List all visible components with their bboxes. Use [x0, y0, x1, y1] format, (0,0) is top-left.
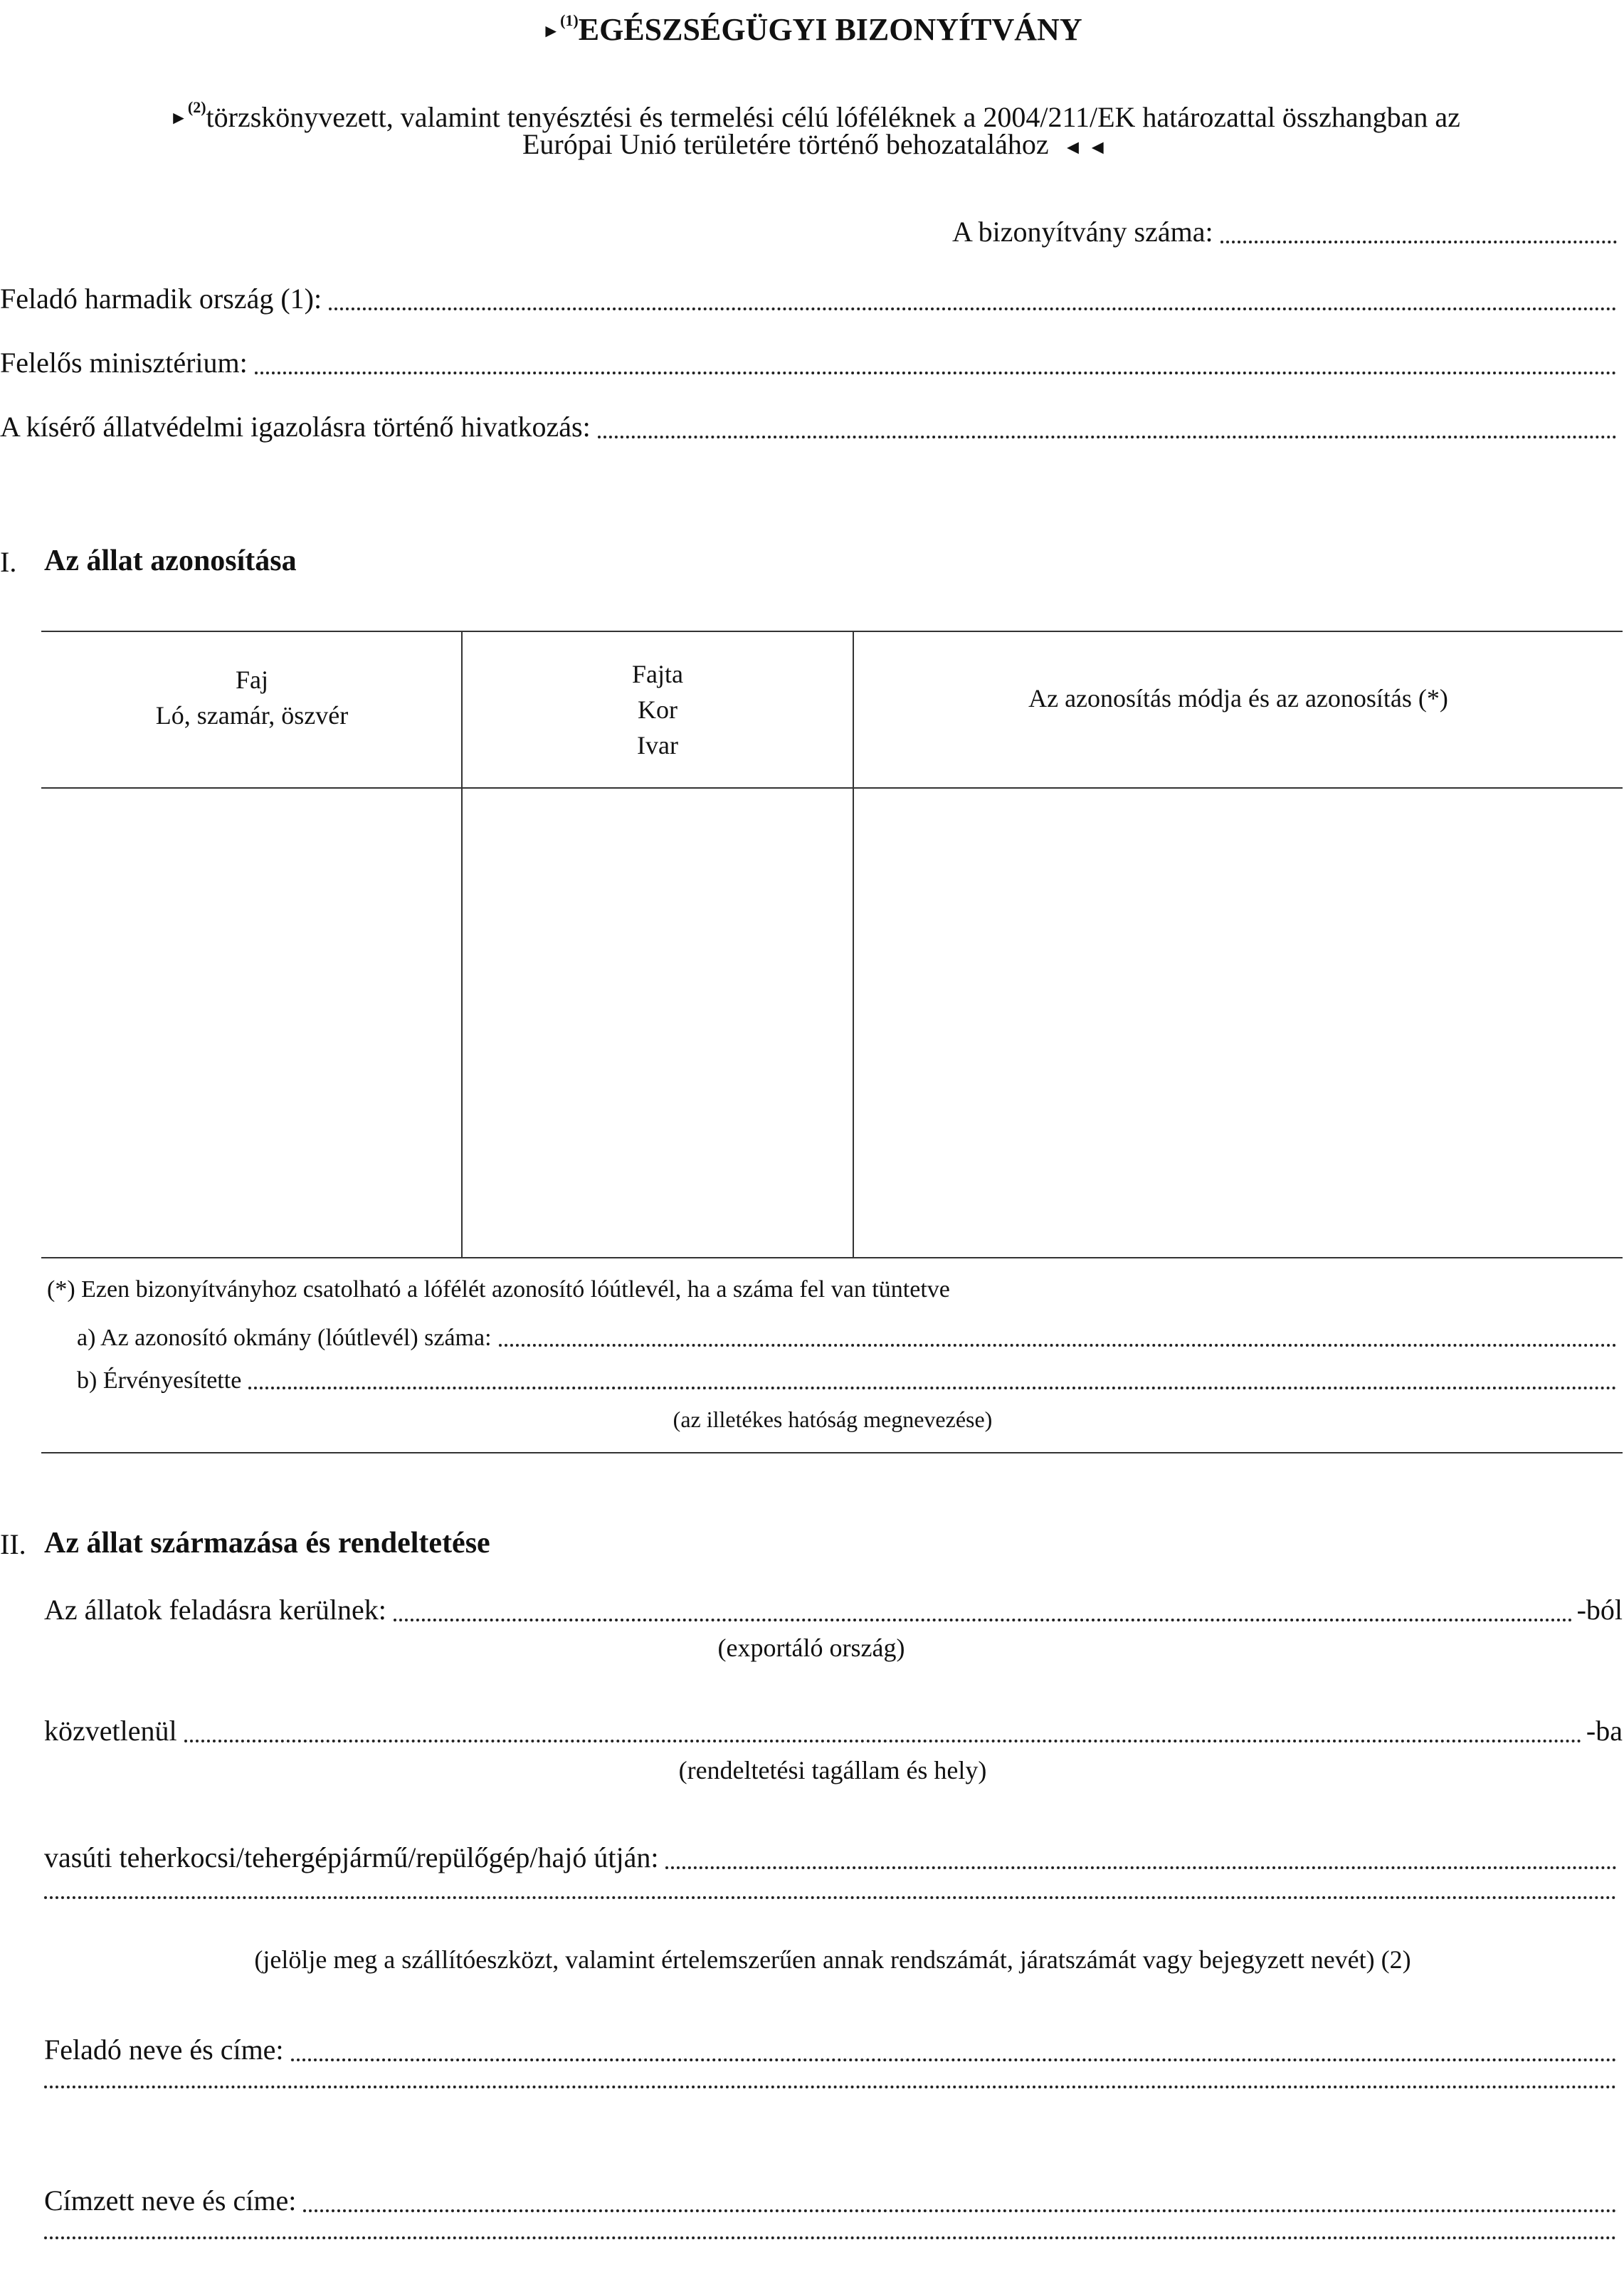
- consignee-blank[interactable]: [303, 2209, 1617, 2212]
- cert-number-blank[interactable]: [1220, 241, 1617, 243]
- consignee-label: Címzett neve és címe:: [44, 2184, 297, 2217]
- consignor-label: Feladó neve és címe:: [44, 2034, 284, 2066]
- header-age-label: Kor: [638, 695, 677, 724]
- welfare-ref-blank[interactable]: [598, 436, 1617, 438]
- start-marker-icon: ►: [169, 107, 188, 128]
- ministry-field[interactable]: [0, 345, 1621, 382]
- subtitle-text: törzskönyvezett, valamint tenyésztési és termelési célú lóféléknek a 2004/211/EK határozattal összhangban az: [206, 101, 1460, 133]
- table-header-breed: [463, 656, 853, 763]
- third-country-blank[interactable]: [329, 307, 1617, 310]
- cert-number-label: A bizonyítvány száma:: [952, 216, 1213, 248]
- validated-by-label: b) Érvényesítette: [77, 1367, 242, 1394]
- third-country-label: Feladó harmadik ország (1):: [0, 283, 322, 315]
- passport-number-label: a) Az azonosító okmány (lóútlevél) száma:: [77, 1325, 492, 1351]
- section-1-bottom-rule: [41, 1452, 1623, 1453]
- transport-field[interactable]: [44, 1839, 1621, 1876]
- direct-blank[interactable]: [184, 1740, 1582, 1742]
- validated-by-field[interactable]: [77, 1365, 1621, 1397]
- third-country-field[interactable]: [0, 280, 1621, 317]
- dispatch-label: Az állatok feladásra kerülnek:: [44, 1594, 386, 1626]
- table-cell-species[interactable]: [43, 789, 460, 1256]
- consignor-field-line-2[interactable]: [44, 2086, 1621, 2096]
- consignor-blank-2[interactable]: [44, 2086, 1617, 2088]
- dispatch-caption: (exportáló ország): [717, 1634, 905, 1662]
- dispatch-field[interactable]: [44, 1592, 1623, 1629]
- consignee-field[interactable]: [44, 2182, 1621, 2219]
- validated-by-blank[interactable]: [248, 1387, 1617, 1389]
- transport-label: vasúti teherkocsi/tehergépjármű/repülőgép/hajó útján:: [44, 1841, 659, 1873]
- table-header-identification: [854, 680, 1623, 716]
- header-breed-label: Fajta: [632, 660, 683, 688]
- header-species-values: Ló, szamár, öszvér: [155, 701, 349, 730]
- subtitle-text: Európai Unió területére történő behozatalához: [522, 128, 1049, 160]
- subtitle-line-2: [43, 127, 1587, 166]
- validated-by-caption: (az illetékes hatóság megnevezése): [673, 1406, 993, 1432]
- transport-field-line-2[interactable]: [44, 1896, 1621, 1906]
- table-bottom-rule: [41, 1257, 1623, 1258]
- cert-number-field[interactable]: [952, 214, 1621, 251]
- consignor-blank[interactable]: [291, 2058, 1617, 2061]
- welfare-ref-field[interactable]: [0, 409, 1621, 446]
- document-title: [0, 11, 1624, 48]
- direct-suffix: -ba: [1586, 1715, 1623, 1747]
- start-marker-icon: ►: [542, 21, 561, 41]
- section-2-title: Az állat származása és rendeltetése: [44, 1527, 490, 1560]
- table-cell-breed[interactable]: [463, 789, 851, 1256]
- header-sex-label: Ivar: [637, 731, 678, 759]
- table-top-rule: [41, 631, 1623, 632]
- table-header-species: [43, 662, 461, 733]
- transport-blank[interactable]: [665, 1866, 1617, 1869]
- ministry-label: Felelős minisztérium:: [0, 347, 248, 379]
- footnote-marker: (1): [560, 11, 579, 29]
- direct-label: közvetlenül: [44, 1715, 177, 1747]
- dispatch-blank[interactable]: [394, 1619, 1573, 1621]
- header-species-label: Faj: [235, 666, 268, 694]
- identification-note: (*) Ezen bizonyítványhoz csatolható a lófélét azonosító lóútlevél, ha a száma fel van tüntetve: [47, 1276, 950, 1303]
- transport-blank-2[interactable]: [44, 1896, 1617, 1899]
- footnote-marker: (2): [187, 98, 206, 116]
- consignor-field[interactable]: [44, 2031, 1621, 2068]
- header-identification-label: Az azonosítás módja és az azonosítás (*): [1028, 684, 1448, 713]
- direct-field[interactable]: [44, 1713, 1623, 1750]
- passport-number-field[interactable]: [77, 1323, 1621, 1354]
- section-2-number: II.: [0, 1528, 26, 1560]
- transport-caption: (jelölje meg a szállítóeszközt, valamint értelemszerűen annak rendszámát, járatszámát vagy bejegyzett nevét) (2): [254, 1945, 1411, 1974]
- welfare-ref-label: A kísérő állatvédelmi igazolásra történő hivatkozás:: [0, 411, 591, 443]
- consignee-blank-2[interactable]: [44, 2236, 1617, 2239]
- title-text: EGÉSZSÉGÜGYI BIZONYÍTVÁNY: [578, 12, 1082, 47]
- end-marker-icon: ◄ ◄: [1063, 137, 1108, 159]
- ministry-blank[interactable]: [255, 372, 1617, 374]
- consignee-field-line-2[interactable]: [44, 2236, 1621, 2246]
- passport-number-blank[interactable]: [499, 1344, 1617, 1347]
- table-cell-identification[interactable]: [854, 789, 1621, 1256]
- section-1-title: Az állat azonosítása: [44, 545, 297, 577]
- section-1-number: I.: [0, 546, 17, 578]
- dispatch-suffix: -ból: [1576, 1594, 1623, 1626]
- direct-caption: (rendeltetési tagállam és hely): [678, 1756, 987, 1784]
